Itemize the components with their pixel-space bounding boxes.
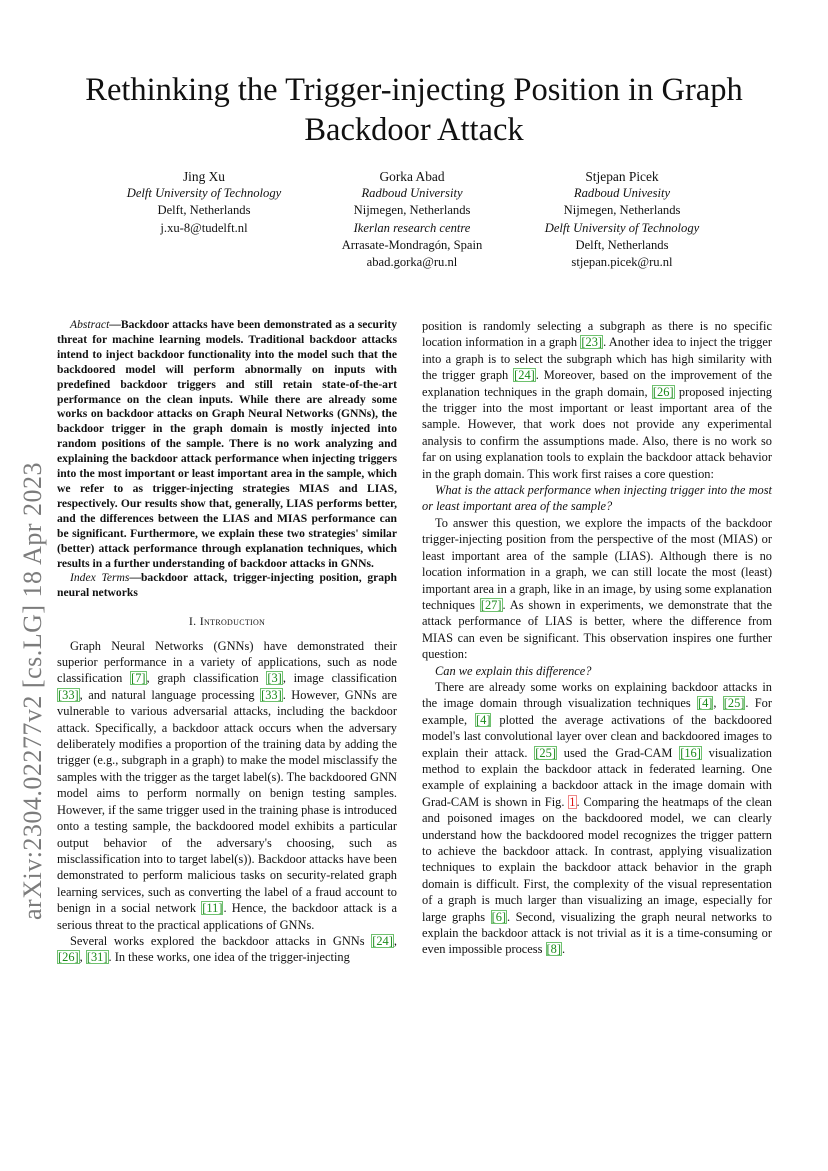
citation-link[interactable]: [24] (372, 933, 393, 948)
abstract-text: —Backdoor attacks have been demonstrated as a security threat for machine learning models. Traditional backdoor attacks intend to inject backdoor functionality into the model such that the backdoored model will perform abnormally on inputs with predefined backdoor triggers and still retain state-of-the-art performance on the clean inputs. While there are already some works on backdoor attacks on Graph Neural Networks (GNNs), the backdoor trigger in the graph domain is mostly injected into random positions of the sample. There is no work analyzing and explaining the backdoor attack performance when injecting triggers into the most important or least important area in the sample, which we refer to as trigger-injecting strategies MIAS and LIAS, respectively. Our results show that, generally, LIAS performs better, and the differences between the LIAS and MIAS performance can be significant. Furthermore, we explain these two strategies' similar (better) attack performance through explanation techniques, which results in a further understanding of backdoor attacks in GNNs. (57, 318, 397, 570)
author-email: j.xu-8@tudelft.nl (160, 220, 248, 235)
author-name: Stjepan Picek (585, 169, 659, 184)
citation-link[interactable]: [24] (514, 368, 535, 383)
author-location: Nijmegen, Netherlands (563, 203, 681, 218)
citation-link[interactable]: [26] (58, 950, 79, 965)
abstract-label: Abstract (70, 318, 110, 331)
paragraph: There are already some works on explaining backdoor attacks in the image domain through visualization techniques [4], [25]. For example, [4] plotted the average activations of the backdoored model's last convolutional layer over clean and backdoored images to explain their attack. [25] used the Grad-CAM [16] visualization method to explain the backdoor attack in federated learning. One example of explaining a backdoor attack in the image domain with Grad-CAM is shown in Fig. 1. Comparing the heatmaps of the clean and poisoned images on the backdoored model, we can clearly understand how the backdoored model recognizes the trigger pattern to achieve the backdoor attack. In contrast, applying visualization techniques to explain the backdoor attack behavior in the graph domain is difficult. First, the complexity of the visual representation of a graph is much larger than visualizing an image, especially for large graphs [6]. Second, visualizing the graph neural networks to explain the backdoor attack is not trivial as it is a time-consuming or even impossible process [8]. (422, 679, 773, 957)
author-affiliation: Ikerlan research centre (353, 220, 471, 235)
author-location: Nijmegen, Netherlands (353, 203, 471, 218)
paragraph: Several works explored the backdoor attacks in GNNs [24], [26], [31]. In these works, one idea of the trigger-injecting (58, 933, 397, 965)
author-email: stjepan.picek@ru.nl (571, 255, 673, 270)
citation-link[interactable]: [27] (480, 597, 502, 612)
paragraph: Graph Neural Networks (GNNs) have demonstrated their superior performance in a variety of applications, such as node classification [7], graph classification [3], image classification [33], and natural language processing [33]. However, GNNs are vulnerable to various adversarial attacks, including the backdoor attack. Specifically, a backdoor attack occurs when the adversary deliberately modifies a proportion of the training data by adding the trigger (e.g., subgraph in a graph) to make the model misclassify the samples with the trigger as the target label(s). The backdoored GNN model aims to perform normally on benign testing samples. However, if the same trigger used in the training phase is introduced onto a testing sample, the backdoored model exhibits a particular output behavior of the adversary's choosing, such as misclassification into to target label(s)). Backdoor attacks have been demonstrated to perform malicious tasks on security-related graph learning services, such as converting the label of a fraud account to benign in a social network [11]. Hence, the backdoor attack is a serious threat to the practical applications of GNNs. (57, 638, 397, 932)
citation-link[interactable]: [33] (58, 687, 79, 702)
citation-link[interactable]: [11] (202, 901, 223, 916)
citation-link[interactable]: [23] (581, 335, 603, 350)
author-2 (292, 168, 532, 271)
citation-link[interactable]: [3] (267, 671, 282, 686)
citation-link[interactable]: [7] (131, 671, 146, 686)
citation-link[interactable]: [25] (535, 745, 556, 760)
paragraph: To answer this question, we explore the impacts of the backdoor trigger-injecting position from the perspective of the most (MIAS) or least important area of the sample (LIAS). Although there is no location information in a graph, we can still locate the most (least) important area in a graph, like in an image, by using some explanation techniques [27]. As shown in experiments, we demonstrate that the attack performance of LIAS is better, where the difference from MIAS can even be significant. This observation inspires one further question: (422, 515, 772, 662)
citation-link[interactable]: [31] (86, 950, 108, 965)
author-location: Delft, Netherlands (157, 203, 251, 218)
index-terms-text: —backdoor attack, trigger-injecting position, graph neural networks (57, 571, 397, 600)
author-name: Gorka Abad (379, 169, 445, 184)
section-title: Introduction (199, 614, 266, 629)
author-name: Jing Xu (182, 169, 226, 184)
arxiv-identifier: arXiv:2304.02277v2 [cs.LG] 18 Apr 2023 (18, 461, 47, 920)
right-column (422, 318, 772, 958)
author-email: abad.gorka@ru.nl (366, 255, 458, 270)
left-column (57, 318, 397, 966)
author-affiliation: Delft University of Technology (126, 186, 282, 201)
citation-link[interactable]: [25] (723, 696, 745, 711)
author-location: Delft, Netherlands (575, 237, 669, 252)
section-number: I. (188, 614, 197, 629)
author-affiliation: Delft University of Technology (544, 220, 700, 235)
citation-link[interactable]: [4] (476, 712, 491, 727)
citation-link[interactable]: [4] (697, 696, 713, 711)
abstract (57, 318, 397, 571)
citation-link[interactable]: [8] (546, 942, 561, 957)
citation-link[interactable]: [16] (680, 745, 701, 760)
research-question: Can we explain this difference? (435, 663, 592, 678)
paragraph-continued: position is randomly selecting a subgraph as there is no specific location information in a graph [23]. Another idea to inject the trigger into a graph is to select the subgraph which has high similarity with the trigger graph [24]. Moreover, based on the improvement of the explanation techniques in the graph domain, [26] proposed injecting the trigger into the most important or least important area of the sample. However, that work does not provide any experimental analysis to confirm the assumptions made. Also, there is no work so far on using explanation tools to explain the backdoor attack behavior in the graph domain. This work first raises a core question: (422, 319, 772, 481)
author-location: Arrasate-Mondragón, Spain (341, 237, 483, 252)
citation-link[interactable]: [33] (261, 687, 282, 702)
author-1 (84, 168, 324, 237)
research-question: What is the attack performance when injecting trigger into the most or least important area of the sample? (422, 483, 772, 514)
paper-title: Rethinking the Trigger-injecting Position in Graph Backdoor Attack (85, 72, 743, 148)
author-affiliation: Radboud Univesity (573, 186, 671, 201)
author-3 (502, 168, 742, 271)
index-terms-label: Index Terms (70, 571, 130, 585)
section-heading (57, 613, 397, 629)
index-terms (57, 571, 397, 601)
citation-link[interactable]: [6] (491, 909, 507, 924)
author-affiliation: Radboud University (361, 186, 463, 201)
citation-link[interactable]: [26] (652, 384, 674, 399)
figure-reference-link[interactable]: 1 (569, 794, 576, 809)
